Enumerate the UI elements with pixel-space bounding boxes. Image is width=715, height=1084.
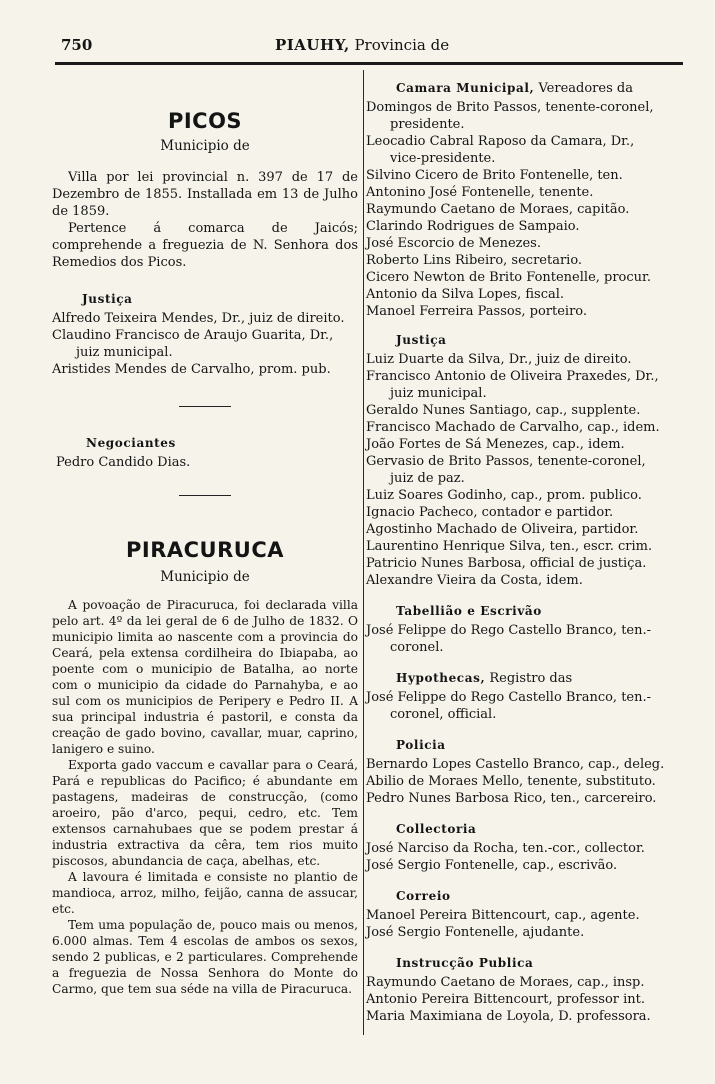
list-item: Alfredo Teixeira Mendes, Dr., juiz de direito. bbox=[52, 311, 345, 326]
correio-list bbox=[366, 907, 684, 941]
collectoria-list bbox=[366, 840, 684, 874]
instruccao-heading: Instrucção Publica bbox=[396, 956, 534, 970]
hypothecas-list bbox=[366, 689, 684, 723]
list-item: Silvino Cicero de Brito Fontenelle, ten. bbox=[366, 168, 623, 183]
instruccao-list bbox=[366, 974, 684, 1025]
piracuruca-paragraph: A lavoura é limitada e consiste no plantio de mandioca, arroz, milho, feijão, canna de assucar, etc. bbox=[52, 870, 358, 916]
policia-list bbox=[366, 756, 684, 807]
camara-heading bbox=[366, 80, 684, 97]
tabelliao-list bbox=[366, 622, 684, 656]
list-item: Luiz Soares Godinho, cap., prom. publico. bbox=[366, 488, 642, 503]
list-item: Alexandre Vieira da Costa, idem. bbox=[366, 573, 583, 588]
camara-heading-bold: Camara Municipal, bbox=[396, 81, 535, 95]
list-item: Antonio Pereira Bittencourt, professor int. bbox=[366, 992, 645, 1007]
picos-paragraphs bbox=[52, 169, 358, 271]
list-item: Antonio da Silva Lopes, fiscal. bbox=[366, 287, 565, 302]
piracuruca-paragraph: Exporta gado vaccum e cavallar para o Ceará, Pará e republicas do Pacifico; é abundante em pastagens, madeiras de construcção, (como aroeiro, pão d'arco, pequi, cedro, etc. Tem extensos carnahubaes que se podem prestar á industria extractiva da cêra, tem rios muito piscosos, abundancia de caça, abelhas, etc. bbox=[52, 758, 358, 868]
list-item: José Felippe do Rego Castello Branco, ten.- bbox=[366, 690, 652, 705]
list-item: vice-presidente. bbox=[390, 151, 496, 166]
list-item: José Escorcio de Menezes. bbox=[366, 236, 541, 251]
list-item: presidente. bbox=[390, 117, 465, 132]
list-item: juiz municipal. bbox=[390, 386, 487, 401]
list-item: José Sergio Fontenelle, cap., escrivão. bbox=[366, 858, 618, 873]
picos-title: PICOS bbox=[167, 109, 243, 133]
policia-heading: Policia bbox=[396, 738, 446, 752]
piracuruca-paragraph: Tem uma população de, pouco mais ou menos, 6.000 almas. Tem 4 escolas de ambos os sexos, sendo 2 publicas, e 2 particulares. Comprehende a freguezia de Nossa Senhora do Monte do Carmo, que tem sua séde na villa de Piracuruca. bbox=[52, 918, 358, 996]
picos-subtitle: Municipio de bbox=[160, 138, 250, 154]
list-item: Leocadio Cabral Raposo da Camara, Dr., bbox=[366, 134, 635, 149]
list-item: Aristides Mendes de Carvalho, prom. pub. bbox=[52, 362, 331, 377]
picos-justica-heading: Justiça bbox=[82, 292, 133, 306]
list-item: coronel. bbox=[390, 640, 444, 655]
list-item: João Fortes de Sá Menezes, cap., idem. bbox=[366, 437, 625, 452]
header-rule bbox=[55, 62, 683, 65]
list-item: Pedro Candido Dias. bbox=[56, 455, 191, 470]
list-item: Patricio Nunes Barbosa, official de justiça. bbox=[366, 556, 647, 571]
list-item: Claudino Francisco de Araujo Guarita, Dr., bbox=[52, 328, 334, 343]
list-item: Francisco Antonio de Oliveira Praxedes, Dr., bbox=[366, 369, 659, 384]
list-item: Francisco Machado de Carvalho, cap., idem. bbox=[366, 420, 660, 435]
list-item: Manoel Ferreira Passos, porteiro. bbox=[366, 304, 588, 319]
right-column bbox=[366, 80, 684, 1025]
list-item: José Felippe do Rego Castello Branco, ten.- bbox=[366, 623, 652, 638]
list-item: Luiz Duarte da Silva, Dr., juiz de direito. bbox=[366, 352, 632, 367]
list-item: Manoel Pereira Bittencourt, cap., agente. bbox=[366, 908, 640, 923]
hypothecas-heading bbox=[366, 670, 684, 687]
hypothecas-heading-bold: Hypothecas, bbox=[396, 671, 486, 685]
negociantes-heading: Negociantes bbox=[86, 436, 176, 450]
running-title-bold: PIAUHY, bbox=[275, 36, 350, 54]
list-item: juiz de paz. bbox=[390, 471, 465, 486]
correio-heading: Correio bbox=[396, 889, 451, 903]
section-dash bbox=[179, 495, 231, 496]
list-item: juiz municipal. bbox=[76, 345, 173, 360]
list-item: Maria Maximiana de Loyola, D. professora. bbox=[366, 1009, 651, 1024]
picos-section bbox=[52, 108, 358, 496]
camara-heading-rest: Vereadores da bbox=[534, 81, 633, 96]
list-item: Antonino José Fontenelle, tenente. bbox=[366, 185, 594, 200]
list-item: Roberto Lins Ribeiro, secretario. bbox=[366, 253, 583, 268]
justica-list bbox=[366, 351, 684, 589]
list-item: Cicero Newton de Brito Fontenelle, procur. bbox=[366, 270, 651, 285]
list-item: Agostinho Machado de Oliveira, partidor. bbox=[366, 522, 639, 537]
hypothecas-heading-rest: Registro das bbox=[485, 671, 573, 686]
justica-heading: Justiça bbox=[396, 333, 447, 347]
list-item: Ignacio Pacheco, contador e partidor. bbox=[366, 505, 614, 520]
list-item: Clarindo Rodrigues de Sampaio. bbox=[366, 219, 580, 234]
piracuruca-paragraphs bbox=[52, 597, 358, 997]
list-item: José Narciso da Rocha, ten.-cor., collector. bbox=[366, 841, 645, 856]
tabelliao-heading: Tabellião e Escrivão bbox=[396, 604, 542, 618]
list-item: Raymundo Caetano de Moraes, cap., insp. bbox=[366, 975, 645, 990]
page-number: 750 bbox=[61, 36, 93, 54]
list-item: José Sergio Fontenelle, ajudante. bbox=[366, 925, 585, 940]
page-header bbox=[55, 34, 685, 56]
list-item: Geraldo Nunes Santiago, cap., supplente. bbox=[366, 403, 641, 418]
list-item: Gervasio de Brito Passos, tenente-coronel, bbox=[366, 454, 646, 469]
piracuruca-subtitle: Municipio de bbox=[160, 569, 250, 585]
piracuruca-section bbox=[52, 537, 358, 997]
list-item: Laurentino Henrique Silva, ten., escr. crim. bbox=[366, 539, 653, 554]
section-dash bbox=[179, 406, 231, 407]
camara-list bbox=[366, 99, 684, 320]
collectoria-heading: Collectoria bbox=[396, 822, 477, 836]
list-item: Pedro Nunes Barbosa Rico, ten., carcereiro. bbox=[366, 791, 657, 806]
picos-paragraph: Pertence á comarca de Jaicós; comprehende a freguezia de N. Senhora dos Remedios dos Picos. bbox=[52, 221, 358, 270]
running-title-rest: Provincia de bbox=[349, 36, 450, 54]
list-item: Raymundo Caetano de Moraes, capitão. bbox=[366, 202, 630, 217]
list-item: Domingos de Brito Passos, tenente-coronel, bbox=[366, 100, 654, 115]
column-divider bbox=[363, 70, 364, 1035]
running-title bbox=[275, 34, 449, 56]
list-item: Abilio de Moraes Mello, tenente, substituto. bbox=[366, 774, 656, 789]
piracuruca-title: PIRACURUCA bbox=[126, 538, 284, 562]
list-item: coronel, official. bbox=[390, 707, 497, 722]
piracuruca-paragraph: A povoação de Piracuruca, foi declarada villa pelo art. 4º da lei geral de 6 de Julho de 1832. O municipio limita ao nascente com a provincia do Ceará, pela extensa cordilheira do Ibiapaba, ao poente com o municipio de Batalha, ao norte com o municipio da cidade do Parnahyba, e ao sul com os municipios de Peripery e Pedro II. A sua principal industria é pastoril, e consta da creação de gado bovino, cavallar, muar, caprino, lanigero e suino. bbox=[52, 598, 358, 756]
picos-paragraph: Villa por lei provincial n. 397 de 17 de Dezembro de 1855. Installada em 13 de Julho de 1859. bbox=[52, 170, 358, 219]
list-item: Bernardo Lopes Castello Branco, cap., deleg. bbox=[366, 757, 665, 772]
